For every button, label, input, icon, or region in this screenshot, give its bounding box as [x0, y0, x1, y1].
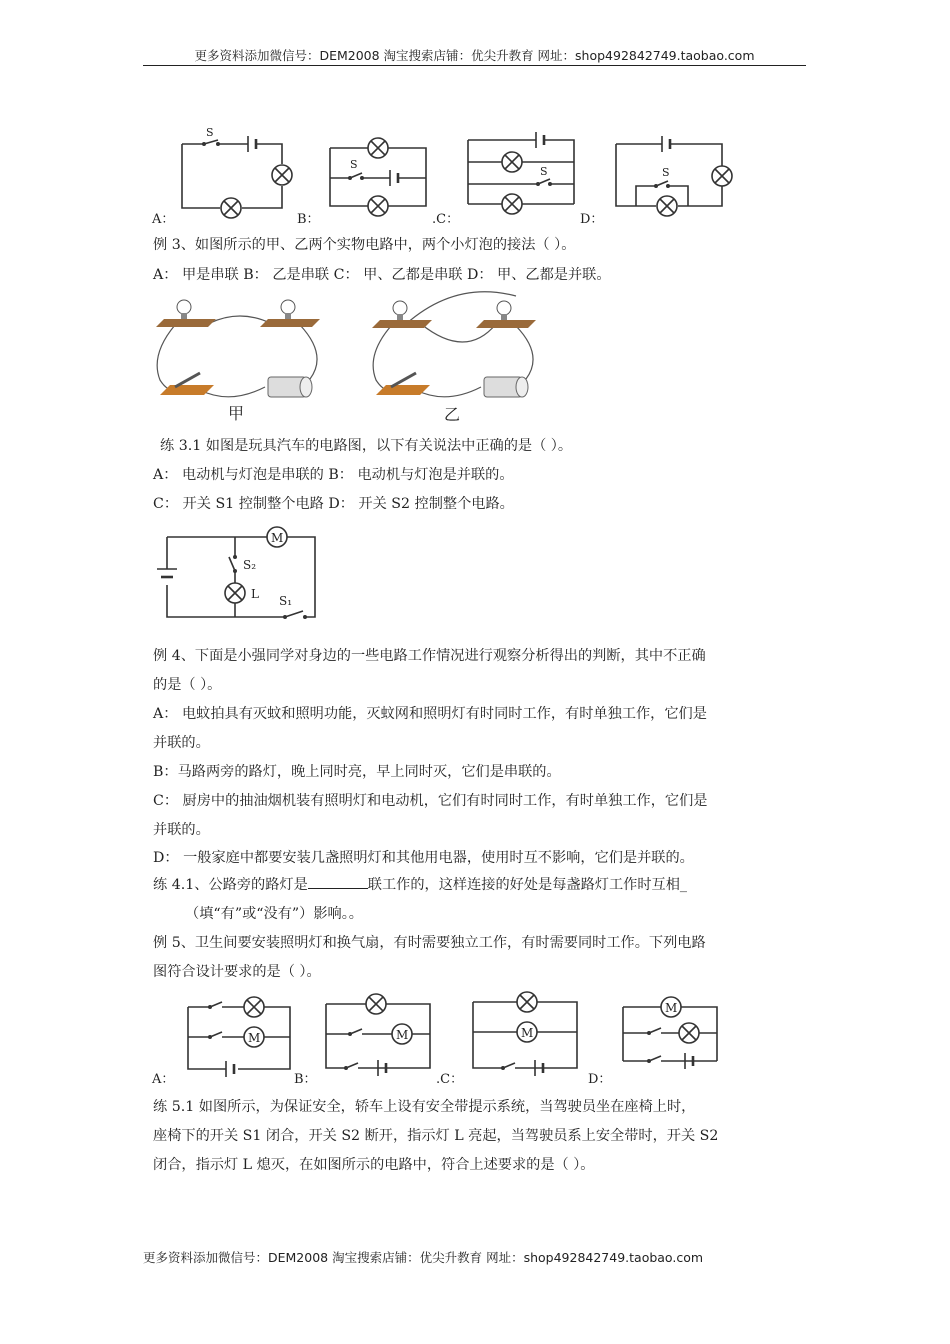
option-c-label: .C：	[432, 212, 460, 227]
header-rule	[143, 65, 806, 66]
ex5-option-c-label: .C：	[436, 1072, 464, 1087]
example-3-options: A： 甲是串联 B： 乙是串联 C： 甲、乙都是串联 D： 甲、乙都是并联。	[153, 267, 611, 283]
ex5-circuit-a	[180, 995, 300, 1080]
ex5-option-d-label: D：	[588, 1072, 612, 1087]
practice-3-1-question: 练 3.1 如图是玩具汽车的电路图，以下有关说法中正确的是（ ）。	[160, 438, 573, 454]
option-b-label: B：	[297, 212, 320, 227]
practice-4-1-line-2: （填“有”或“没有”）影响。。	[185, 906, 363, 922]
practice-4-1-line-1: 练 4.1、公路旁的路灯是 联工作的，这样连接的好处是每盏路灯工作时互相_	[153, 877, 687, 893]
example-4-line-1: 例 4、下面是小强同学对身边的一些电路工作情况进行观察分析得出的判断，其中不正确	[153, 648, 706, 664]
s2-label: S₂	[243, 558, 257, 572]
svg-text:S: S	[662, 166, 670, 179]
example-5-line-2: 图符合设计要求的是（ ）。	[153, 964, 321, 980]
circuit-option-b	[320, 130, 435, 220]
practice-3-1-options-ab: A： 电动机与灯泡是串联的 B： 电动机与灯泡是并联的。	[153, 467, 514, 483]
example-4-option-a-1: A： 电蚊拍具有灭蚊和照明功能，灭蚊网和照明灯有时同时工作，有时单独工作，它们是	[153, 706, 707, 722]
s1-label: S₁	[279, 594, 293, 608]
ex5-circuit-c	[465, 990, 587, 1080]
physical-circuit-jia	[150, 295, 330, 425]
label-jia: 甲	[228, 404, 245, 423]
circuit-option-d	[608, 130, 738, 220]
ex5-option-b-label: B：	[294, 1072, 317, 1087]
motor-label: M	[271, 531, 284, 545]
example-4-option-c-2: 并联的。	[153, 822, 210, 838]
lamp-label: L	[251, 587, 259, 601]
svg-text:M: M	[248, 1031, 261, 1045]
practice-3-1-options-cd: C： 开关 S1 控制整个电路 D： 开关 S2 控制整个电路。	[153, 496, 514, 512]
page-footer: 更多资料添加微信号：DEM2008 淘宝搜索店铺：优尖升教育 网址：shop492842749.taobao.com	[143, 1250, 704, 1265]
example-4-line-2: 的是（ ）。	[153, 677, 222, 693]
svg-text:S: S	[350, 158, 358, 171]
circuit-option-c	[462, 128, 580, 220]
ex5-option-a-label: A：	[152, 1072, 175, 1087]
practice-5-1-line-2: 座椅下的开关 S1 闭合，开关 S2 断开，指示灯 L 亮起，当驾驶员系上安全带时，开关 S2	[153, 1128, 719, 1144]
svg-text:M: M	[396, 1028, 409, 1042]
physical-circuit-yi	[366, 290, 546, 425]
example-4-option-c-1: C： 厨房中的抽油烟机装有照明灯和电动机，它们有时同时工作，有时单独工作，它们是	[153, 793, 708, 809]
example-4-option-a-2: 并联的。	[153, 735, 210, 751]
ex5-circuit-b	[318, 992, 440, 1080]
option-a-label: A：	[152, 212, 175, 227]
svg-text:M: M	[521, 1026, 534, 1040]
example-3-question: 例 3、如图所示的甲、乙两个实物电路中，两个小灯泡的接法（ ）。	[153, 237, 576, 253]
example-4-option-b: B：马路两旁的路灯，晚上同时亮，早上同时灭，它们是串联的。	[153, 764, 561, 780]
example-4-option-d: D： 一般家庭中都要安装几盏照明灯和其他用电器，使用时互不影响，它们是并联的。	[153, 850, 694, 866]
page-header: 更多资料添加微信号：DEM2008 淘宝搜索店铺：优尖升教育 网址：shop492842749.taobao.com	[194, 48, 755, 63]
label-yi: 乙	[444, 405, 461, 424]
switch-label: S	[206, 126, 214, 139]
practice-5-1-line-3: 闭合，指示灯 L 熄灭，在如图所示的电路中，符合上述要求的是（ ）。	[153, 1157, 595, 1173]
practice-5-1-line-1: 练 5.1 如图所示，为保证安全，轿车上设有安全带提示系统，当驾驶员坐在座椅上时，	[153, 1099, 696, 1115]
ex5-circuit-d	[615, 995, 727, 1080]
option-d-label: D：	[580, 212, 604, 227]
fill-blank	[308, 876, 368, 889]
toy-car-circuit	[155, 525, 325, 625]
circuit-option-a	[170, 124, 300, 219]
example-5-line-1: 例 5、卫生间要安装照明灯和换气扇，有时需要独立工作，有时需要同时工作。下列电路	[153, 935, 706, 951]
svg-text:S: S	[540, 165, 548, 178]
svg-text:M: M	[665, 1001, 678, 1015]
